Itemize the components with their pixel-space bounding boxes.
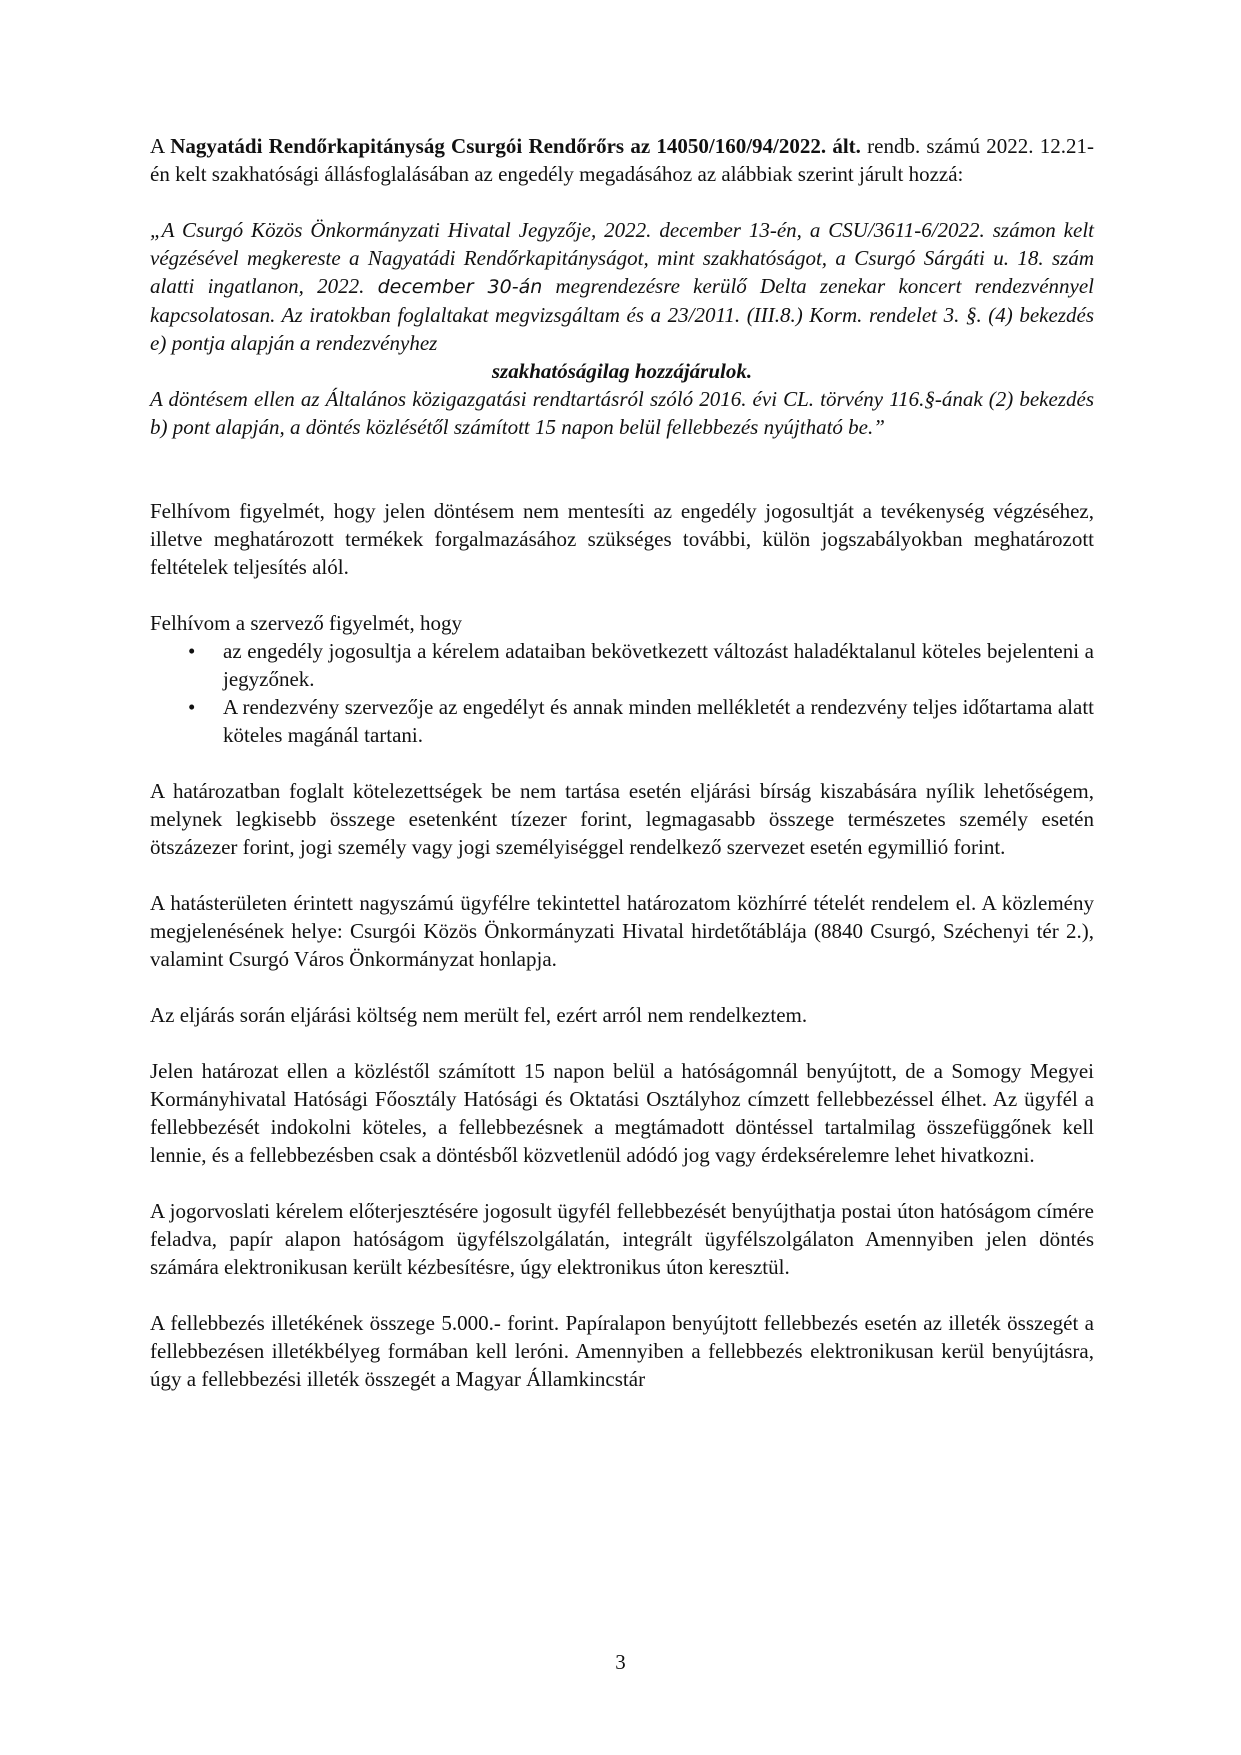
cost-paragraph: Az eljárás során eljárási költség nem merült fel, ezért arról nem rendelkeztem. [150, 1003, 808, 1027]
quote-part-2: megrendezésre kerülő Delta zenekar koncert rendezvénnyel kapcsolatosan. Az iratokban foglaltakat megvizsgáltam és a 23/2011. (III.8.) Korm. rendelet 3. §. (4) bekezdés e) pontja alapján a rendezvényhez [150, 274, 1094, 355]
authority-name-bold: Nagyatádi Rendőrkapitányság Csurgói Rendőrőrs az 14050/160/94/2022. ált. [170, 134, 861, 158]
list-item [150, 693, 1094, 749]
quote-consent-line: szakhatóságilag hozzájárulok. [491, 359, 753, 383]
quote-part-1: „A Csurgó Közös Önkormányzati Hivatal Jegyzője, 2022. december 13-én, a CSU/3611-6/2022. számon kelt végzésével megkereste a Nagyatádi Rendőrkapitányságot, mint szakhatóságot, a Csurgó Sárgáti u. 18. szám alatti ingatlanon, 2022. [150, 218, 1094, 298]
bullet-icon: • [188, 695, 196, 719]
authority-paragraph [150, 132, 1094, 188]
quote-appeal-note: A döntésem ellen az Általános közigazgatási rendtartásról szóló 2016. évi CL. törvény 116.§-ának (2) bekezdés b) pont alapján, a döntés közlésétől számított 15 napon belül fellebbezés nyújtható be.” [150, 387, 1094, 439]
notice-paragraph: Felhívom figyelmét, hogy jelen döntésem nem mentesíti az engedély jogosultját a tevékenység végzéséhez, illetve meghatározott termékek forgalmazásához szükséges további, külön jogszabályokban meghatározott feltételek teljesítés alól. [150, 499, 1094, 579]
quote-body [150, 216, 1094, 357]
list-item [150, 637, 1094, 693]
appeal-paragraph: Jelen határozat ellen a közléstől számított 15 napon belül a hatóságomnál benyújtott, de a Somogy Megyei Kormányhivatal Hatósági Főosztály Hatósági és Oktatási Osztályhoz címzett fellebbezéssel élhet. Az ügyfél a fellebbezését indokolni köteles, a fellebbezésnek a megtámadott döntéssel tartalmilag összefüggőnek kell lennie, és a fellebbezésben csak a döntésből közvetlenül adódó jog vagy érdeksérelemre lehet hivatkozni. [150, 1059, 1094, 1167]
publication-paragraph: A hatásterületen érintett nagyszámú ügyfélre tekintettel határozatom közhírré tételét rendelem el. A közlemény megjelenésének helye: Csurgói Közös Önkormányzati Hivatal hirdetőtáblája (8840 Csurgó, Széchenyi tér 2.), valamint Csurgó Város Önkormányzat honlapja. [150, 891, 1094, 971]
appeal-submission-paragraph: A jogorvoslati kérelem előterjesztésére jogosult ügyfél fellebbezését benyújthatja postai úton hatóságom címére feladva, papír alapon hatóságom ügyfélszolgálatán, integrált ügyfélszolgálaton Amennyiben jelen döntés számára elektronikusan került kézbesítésre, úgy elektronikus úton keresztül. [150, 1199, 1094, 1279]
organizer-notice-intro: Felhívom a szervező figyelmét, hogy [150, 611, 462, 635]
document-body [150, 132, 1094, 1393]
quote-date: december 30-án [377, 276, 543, 298]
list-item-text: az engedély jogosultja a kérelem adataiban bekövetkezett változást haladéktalanul köteles bejelenteni a jegyzőnek. [223, 639, 1094, 691]
appeal-fee-paragraph: A fellebbezés illetékének összege 5.000.- forint. Papíralapon benyújtott fellebbezés esetén az illeték összegét a fellebbezésen illetékbélyeg formában kell leróni. Amennyiben a fellebbezés elektronikusan kerül benyújtásra, úgy a fellebbezési illeték összegét a Magyar Államkincstár [150, 1311, 1094, 1391]
spacer [150, 441, 1094, 497]
paragraph-suffix: rendb. számú 2022. 12.21-én kelt szakhatósági állásfoglalásában az engedély megadásához az alábbiak szerint járult hozzá: [150, 134, 1094, 186]
fine-paragraph: A határozatban foglalt kötelezettségek be nem tartása esetén eljárási bírság kiszabására nyílik lehetőségem, melynek legkisebb összege esetenként tízezer forint, legmagasabb összege természetes személy esetén ötszázezer forint, jogi személy vagy jogi személyiséggel rendelkező szervezet esetén egymillió forint. [150, 779, 1094, 859]
quoted-decision [150, 216, 1094, 441]
list-item-text: A rendezvény szervezője az engedélyt és annak minden mellékletét a rendezvény teljes időtartama alatt köteles magánál tartani. [223, 695, 1094, 747]
organizer-obligations-list [150, 637, 1094, 749]
paragraph-prefix: A [150, 134, 171, 158]
bullet-icon: • [188, 639, 196, 663]
page-number: 3 [615, 1650, 626, 1674]
